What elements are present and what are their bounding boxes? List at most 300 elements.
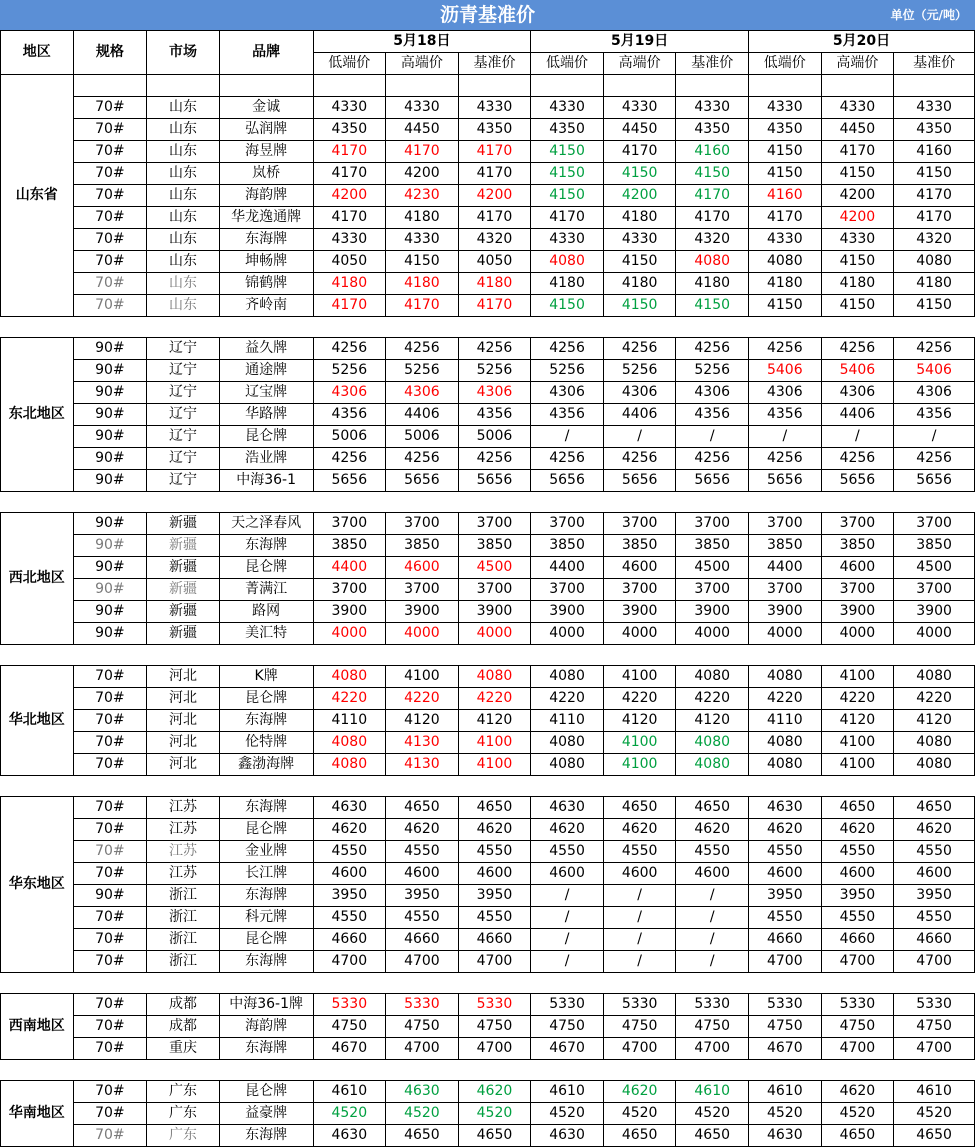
brand-cell: K牌	[219, 666, 313, 688]
price-cell: 3850	[531, 535, 604, 557]
table-row	[1, 907, 975, 929]
price-cell: 4180	[676, 273, 749, 295]
header-market: 市场	[147, 31, 220, 75]
group-separator	[1, 1060, 975, 1081]
price-cell: 4150	[821, 163, 894, 185]
table-row	[1, 97, 975, 119]
price-cell: 4750	[894, 1016, 975, 1038]
brand-cell: 菁满江	[219, 579, 313, 601]
price-cell: 4150	[603, 163, 676, 185]
price-cell: 4620	[531, 819, 604, 841]
table-row	[1, 688, 975, 710]
spec-cell: 70#	[73, 97, 147, 119]
price-cell: 4050	[313, 251, 386, 273]
table-row	[1, 141, 975, 163]
price-cell: 4256	[458, 448, 531, 470]
price-cell: 4330	[458, 97, 531, 119]
spec-cell: 70#	[73, 754, 147, 776]
spec-cell: 90#	[73, 579, 147, 601]
spec-cell: 90#	[73, 360, 147, 382]
price-cell: 4256	[531, 338, 604, 360]
price-cell: 4256	[749, 448, 822, 470]
price-cell: 4080	[313, 666, 386, 688]
brand-cell: 益久牌	[219, 338, 313, 360]
empty-cell	[458, 75, 531, 97]
price-cell: 4550	[894, 841, 975, 863]
table-row	[1, 732, 975, 754]
price-cell: 4600	[676, 863, 749, 885]
spec-cell: 90#	[73, 623, 147, 645]
spec-cell: 70#	[73, 1103, 147, 1125]
price-cell: 5256	[458, 360, 531, 382]
price-cell: 3700	[676, 579, 749, 601]
price-cell: 4080	[894, 732, 975, 754]
market-cell: 山东	[147, 141, 220, 163]
table-row	[1, 601, 975, 623]
market-cell: 山东	[147, 163, 220, 185]
price-cell: 3850	[603, 535, 676, 557]
spec-cell: 90#	[73, 513, 147, 535]
brand-cell: 弘润牌	[219, 119, 313, 141]
group-separator	[1, 492, 975, 513]
spec-cell: 70#	[73, 710, 147, 732]
brand-cell: 金业牌	[219, 841, 313, 863]
price-cell: 4520	[603, 1103, 676, 1125]
market-cell: 河北	[147, 666, 220, 688]
price-cell: 4170	[313, 163, 386, 185]
price-cell: 4750	[603, 1016, 676, 1038]
price-cell: 4150	[531, 163, 604, 185]
price-cell: 3950	[386, 885, 459, 907]
price-cell: 4256	[458, 338, 531, 360]
price-cell: 4520	[386, 1103, 459, 1125]
price-cell: 4150	[386, 251, 459, 273]
price-cell: 4330	[386, 97, 459, 119]
price-cell: 5406	[749, 360, 822, 382]
region-cell: 华南地区	[1, 1081, 74, 1147]
price-cell: 4320	[458, 229, 531, 251]
price-cell: 3700	[386, 579, 459, 601]
price-cell: 3850	[386, 535, 459, 557]
brand-cell: 辽宝牌	[219, 382, 313, 404]
price-cell: 4630	[313, 1125, 386, 1147]
price-cell: 4620	[821, 1081, 894, 1103]
market-cell: 浙江	[147, 885, 220, 907]
price-cell: 4630	[749, 1125, 822, 1147]
brand-cell: 岚桥	[219, 163, 313, 185]
price-cell: 4330	[676, 97, 749, 119]
price-cell: 4150	[894, 163, 975, 185]
price-cell: 5330	[603, 994, 676, 1016]
market-cell: 广东	[147, 1125, 220, 1147]
price-cell: 4650	[458, 1125, 531, 1147]
market-cell: 浙江	[147, 907, 220, 929]
price-cell: 5656	[603, 470, 676, 492]
price-cell: /	[603, 951, 676, 973]
price-cell: 4750	[749, 1016, 822, 1038]
price-cell: 4256	[313, 338, 386, 360]
table-row	[1, 207, 975, 229]
price-cell: 4406	[386, 404, 459, 426]
market-cell: 山东	[147, 251, 220, 273]
price-cell: 4700	[894, 951, 975, 973]
price-cell: 3900	[676, 601, 749, 623]
price-cell: 4256	[894, 338, 975, 360]
price-cell: 4080	[894, 754, 975, 776]
brand-cell: 长江牌	[219, 863, 313, 885]
price-cell: 4550	[821, 907, 894, 929]
price-cell: 4180	[603, 207, 676, 229]
price-cell: 4170	[676, 185, 749, 207]
price-cell: 4110	[531, 710, 604, 732]
table-row	[1, 1103, 975, 1125]
spec-cell: 70#	[73, 141, 147, 163]
price-cell: 5256	[313, 360, 386, 382]
price-cell: 3700	[894, 579, 975, 601]
price-cell: 3850	[821, 535, 894, 557]
price-cell: 4330	[749, 229, 822, 251]
price-cell: 4220	[386, 688, 459, 710]
brand-cell: 东海牌	[219, 710, 313, 732]
price-cell: 5656	[531, 470, 604, 492]
market-cell: 山东	[147, 207, 220, 229]
price-cell: 5330	[821, 994, 894, 1016]
price-cell: 4520	[894, 1103, 975, 1125]
spec-cell: 70#	[73, 207, 147, 229]
price-cell: 3900	[603, 601, 676, 623]
price-cell: 4256	[821, 338, 894, 360]
spec-cell: 70#	[73, 907, 147, 929]
price-cell: 4150	[531, 295, 604, 317]
sheet-title: 沥青基准价	[439, 4, 535, 26]
spec-cell: 70#	[73, 251, 147, 273]
price-cell: 3700	[821, 513, 894, 535]
price-cell: 4550	[458, 841, 531, 863]
price-cell: 3700	[458, 513, 531, 535]
brand-cell: 鑫渤海牌	[219, 754, 313, 776]
table-row	[1, 1016, 975, 1038]
separator-cell	[1, 1060, 975, 1081]
price-cell: 4100	[386, 666, 459, 688]
price-cell: 4330	[894, 97, 975, 119]
empty-cell	[313, 75, 386, 97]
price-cell: /	[821, 426, 894, 448]
price-cell: 3950	[749, 885, 822, 907]
price-cell: 4520	[458, 1103, 531, 1125]
price-cell: 4650	[386, 1125, 459, 1147]
price-cell: 5656	[458, 470, 531, 492]
price-cell: /	[603, 426, 676, 448]
price-cell: 4160	[749, 185, 822, 207]
spec-cell: 70#	[73, 732, 147, 754]
spec-cell: 70#	[73, 863, 147, 885]
price-cell: 4700	[821, 1038, 894, 1060]
price-cell: 4080	[749, 251, 822, 273]
market-cell: 新疆	[147, 557, 220, 579]
price-cell: 4230	[386, 185, 459, 207]
price-cell: 4356	[458, 404, 531, 426]
price-cell: 4320	[894, 229, 975, 251]
region-cell: 华东地区	[1, 797, 74, 973]
price-cell: 4700	[386, 1038, 459, 1060]
table-row	[1, 929, 975, 951]
header-date-3: 5月20日	[749, 31, 975, 53]
price-cell: 5656	[386, 470, 459, 492]
price-cell: 4170	[531, 207, 604, 229]
price-cell: /	[676, 885, 749, 907]
price-cell: 4320	[676, 229, 749, 251]
market-cell: 江苏	[147, 819, 220, 841]
price-cell: 5330	[458, 994, 531, 1016]
header-region: 地区	[1, 31, 74, 75]
price-cell: 4150	[531, 141, 604, 163]
price-cell: 4600	[603, 557, 676, 579]
price-cell: 3950	[821, 885, 894, 907]
price-cell: 4100	[821, 732, 894, 754]
table-row	[1, 119, 975, 141]
market-cell: 山东	[147, 119, 220, 141]
price-cell: 4520	[749, 1103, 822, 1125]
market-cell: 新疆	[147, 601, 220, 623]
price-cell: 4170	[603, 141, 676, 163]
price-cell: 3700	[821, 579, 894, 601]
price-cell: 4750	[676, 1016, 749, 1038]
header-high-price: 高端价	[603, 53, 676, 75]
price-cell: 4700	[676, 1038, 749, 1060]
price-cell: 5656	[821, 470, 894, 492]
brand-cell: 中海36-1牌	[219, 994, 313, 1016]
price-cell: 4600	[458, 863, 531, 885]
price-cell: 4520	[531, 1103, 604, 1125]
spec-cell: 70#	[73, 295, 147, 317]
group-separator	[1, 317, 975, 338]
price-cell: 4306	[749, 382, 822, 404]
price-cell: 4256	[821, 448, 894, 470]
header-base-price: 基准价	[894, 53, 975, 75]
brand-cell: 昆仑牌	[219, 929, 313, 951]
market-cell: 辽宁	[147, 360, 220, 382]
spec-cell: 90#	[73, 426, 147, 448]
price-cell: 4200	[821, 185, 894, 207]
price-cell: 4180	[531, 273, 604, 295]
price-cell: 4170	[313, 295, 386, 317]
spec-cell: 70#	[73, 1081, 147, 1103]
table-row	[1, 229, 975, 251]
price-cell: 4550	[749, 841, 822, 863]
price-cell: 4330	[531, 229, 604, 251]
price-cell: 3900	[458, 601, 531, 623]
price-cell: 4220	[458, 688, 531, 710]
market-cell: 新疆	[147, 623, 220, 645]
price-cell: 4150	[749, 295, 822, 317]
price-cell: 4120	[458, 710, 531, 732]
price-cell: 4080	[894, 251, 975, 273]
price-cell: 4120	[821, 710, 894, 732]
table-row	[1, 470, 975, 492]
price-cell: 4350	[531, 119, 604, 141]
table-row	[1, 557, 975, 579]
price-cell: 4750	[531, 1016, 604, 1038]
price-cell: /	[676, 907, 749, 929]
price-cell: 4120	[603, 710, 676, 732]
table-row	[1, 623, 975, 645]
price-cell: 4650	[676, 1125, 749, 1147]
brand-cell: 东海牌	[219, 229, 313, 251]
price-cell: 5330	[531, 994, 604, 1016]
price-cell: 3700	[603, 579, 676, 601]
price-cell: 4170	[458, 141, 531, 163]
price-cell: 4080	[676, 754, 749, 776]
spec-cell: 70#	[73, 1038, 147, 1060]
brand-cell: 金诚	[219, 97, 313, 119]
price-cell: 4400	[313, 557, 386, 579]
price-cell: 4650	[386, 797, 459, 819]
price-cell: 4150	[821, 295, 894, 317]
price-cell: 4200	[603, 185, 676, 207]
price-cell: 5656	[676, 470, 749, 492]
price-cell: /	[894, 426, 975, 448]
price-cell: 4600	[386, 557, 459, 579]
price-cell: 4670	[749, 1038, 822, 1060]
market-cell: 江苏	[147, 797, 220, 819]
price-cell: 4130	[386, 754, 459, 776]
group-separator	[1, 645, 975, 666]
header-high-price: 高端价	[821, 53, 894, 75]
price-cell: 4500	[458, 557, 531, 579]
separator-cell	[1, 317, 975, 338]
table-row	[1, 863, 975, 885]
price-cell: 4080	[676, 666, 749, 688]
price-cell: 3900	[749, 601, 822, 623]
price-cell: 4080	[749, 666, 822, 688]
price-cell: 4080	[531, 251, 604, 273]
table-row	[1, 1038, 975, 1060]
price-cell: 4150	[821, 251, 894, 273]
price-cell: 4700	[894, 1038, 975, 1060]
price-cell: 4630	[749, 797, 822, 819]
market-cell: 江苏	[147, 863, 220, 885]
price-cell: 4080	[894, 666, 975, 688]
price-cell: /	[531, 929, 604, 951]
price-cell: 4450	[821, 119, 894, 141]
price-cell: 4110	[313, 710, 386, 732]
price-cell: 4220	[821, 688, 894, 710]
table-row	[1, 994, 975, 1016]
price-cell: 3700	[749, 579, 822, 601]
price-cell: 4550	[386, 907, 459, 929]
price-cell: 3850	[749, 535, 822, 557]
market-cell: 成都	[147, 1016, 220, 1038]
price-cell: 3950	[458, 885, 531, 907]
header-date-2: 5月19日	[531, 31, 749, 53]
market-cell: 山东	[147, 97, 220, 119]
price-cell: /	[676, 426, 749, 448]
price-cell: 4550	[458, 907, 531, 929]
price-cell: 4620	[894, 819, 975, 841]
region-cell: 华北地区	[1, 666, 74, 776]
price-cell: 4080	[531, 754, 604, 776]
market-cell: 辽宁	[147, 338, 220, 360]
price-cell: 4700	[749, 951, 822, 973]
price-cell: 4170	[313, 207, 386, 229]
header-row-dates	[1, 31, 975, 53]
table-row	[1, 360, 975, 382]
table-row	[1, 163, 975, 185]
price-cell: 4150	[531, 185, 604, 207]
price-cell: 4256	[386, 448, 459, 470]
price-cell: 4100	[458, 754, 531, 776]
brand-cell: 东海牌	[219, 885, 313, 907]
price-cell: 4650	[894, 1125, 975, 1147]
price-cell: 4600	[821, 557, 894, 579]
table-row	[1, 75, 975, 97]
price-cell: 4620	[603, 819, 676, 841]
table-row	[1, 841, 975, 863]
price-cell: 4660	[894, 929, 975, 951]
price-cell: 5256	[386, 360, 459, 382]
header-low-price: 低端价	[749, 53, 822, 75]
price-cell: /	[531, 907, 604, 929]
price-cell: 4180	[386, 207, 459, 229]
price-cell: 4650	[821, 797, 894, 819]
brand-cell: 华龙逸通牌	[219, 207, 313, 229]
price-cell: 4550	[749, 907, 822, 929]
price-cell: 4100	[603, 732, 676, 754]
price-cell: 4610	[676, 1081, 749, 1103]
spec-cell: 70#	[73, 994, 147, 1016]
region-cell: 西南地区	[1, 994, 74, 1060]
market-cell: 辽宁	[147, 382, 220, 404]
price-cell: 4650	[603, 797, 676, 819]
price-cell: 4200	[821, 207, 894, 229]
price-cell: 5006	[386, 426, 459, 448]
market-cell: 广东	[147, 1103, 220, 1125]
price-cell: 3700	[313, 579, 386, 601]
price-cell: 4700	[386, 951, 459, 973]
price-cell: 4330	[603, 229, 676, 251]
table-row	[1, 426, 975, 448]
price-cell: 4080	[313, 732, 386, 754]
price-table	[0, 30, 975, 1147]
spec-cell: 70#	[73, 929, 147, 951]
market-cell: 浙江	[147, 929, 220, 951]
price-cell: 4750	[386, 1016, 459, 1038]
price-cell: 4000	[386, 623, 459, 645]
price-cell: 4180	[603, 273, 676, 295]
price-cell: 4630	[531, 1125, 604, 1147]
table-row	[1, 819, 975, 841]
price-cell: 4150	[749, 141, 822, 163]
spec-cell: 70#	[73, 229, 147, 251]
price-cell: 4610	[313, 1081, 386, 1103]
market-cell: 辽宁	[147, 426, 220, 448]
price-cell: /	[676, 929, 749, 951]
price-cell: 4256	[603, 338, 676, 360]
price-cell: 4220	[894, 688, 975, 710]
market-cell: 新疆	[147, 513, 220, 535]
separator-cell	[1, 492, 975, 513]
price-cell: 4000	[894, 623, 975, 645]
separator-cell	[1, 645, 975, 666]
empty-cell	[603, 75, 676, 97]
price-cell: 4170	[749, 207, 822, 229]
price-cell: 4306	[894, 382, 975, 404]
empty-cell	[894, 75, 975, 97]
spec-cell: 70#	[73, 273, 147, 295]
price-cell: 4180	[386, 273, 459, 295]
price-cell: 4750	[313, 1016, 386, 1038]
price-cell: 4170	[894, 185, 975, 207]
